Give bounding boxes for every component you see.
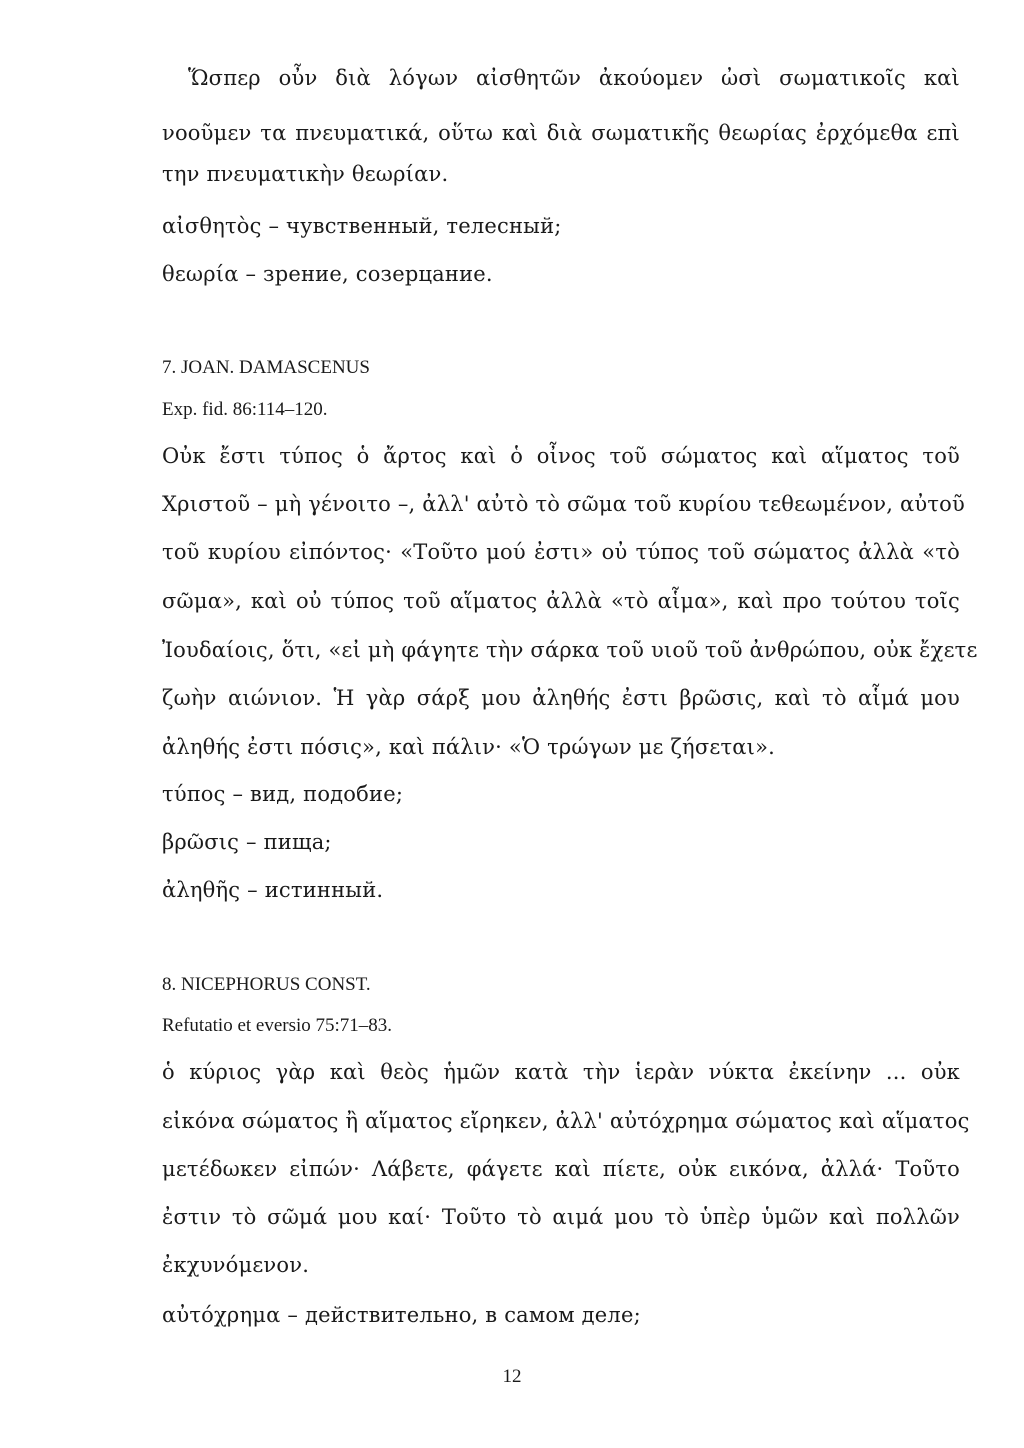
greek-text-line: Οὐκ ἔστι τύπος ὁ ἄρτος καὶ ὁ οἶνος τοῦ σώματος καὶ αἵματος τοῦ: [162, 444, 960, 468]
section-heading: 7. JOAN. DAMASCENUS: [162, 357, 370, 378]
greek-text-line: Ὥσπερ οὖν διὰ λόγων αἰσθητῶν ἀκούομεν ὠσὶ σωματικοῖς καὶ: [188, 66, 960, 90]
greek-text-line: εἰκόνα σώματος ἢ αἵματος εἴρηκεν, ἀλλ' αὐτόχρημα σώματος καὶ αἵματος: [162, 1109, 970, 1133]
glossary-entry: βρῶσις – пища;: [162, 830, 332, 854]
greek-text-line: ἀληθής ἐστι πόσις», καὶ πάλιν· «Ὁ τρώγων με ζήσεται».: [162, 735, 776, 759]
glossary-entry: αἰσθητὸς – чувственный, телесный;: [162, 214, 562, 238]
glossary-entry: θεωρία – зрение, созерцание.: [162, 262, 493, 286]
greek-text-line: ὁ κύριος γὰρ καὶ θεὸς ἡμῶν κατὰ τὴν ἱερὰν νύκτα ἐκείνην ... οὐκ: [162, 1060, 960, 1084]
section-heading: 8. NICEPHORUS CONST.: [162, 974, 371, 995]
greek-text-line: ἐστιν τὸ σῶμά μου καί· Τοῦτο τὸ αιμά μου τὸ ὑπὲρ ὑμῶν καὶ πολλῶν: [162, 1205, 960, 1229]
glossary-entry: αὐτόχρημα – действительно, в самом деле;: [162, 1303, 641, 1327]
greek-text-line: Χριστοῦ – μὴ γένοιτο –, ἀλλ' αὐτὸ τὸ σῶμα τοῦ κυρίου τεθεωμένον, αὐτοῦ: [162, 492, 965, 516]
greek-text-line: σῶμα», καὶ οὐ τύπος τοῦ αἵματος ἀλλὰ «τὸ αἷμα», καὶ προ τούτου τοῖς: [162, 589, 960, 613]
greek-text-line: την πνευματικὴν θεωρίαν.: [162, 162, 449, 186]
greek-text-line: μετέδωκεν εἰπών· Λάβετε, φάγετε καὶ πίετε, οὐκ εικόνα, ἀλλά· Τοῦτο: [162, 1157, 960, 1181]
greek-text-line: ζωὴν αιώνιον. Ἡ γὰρ σάρξ μου ἀληθής ἐστι βρῶσις, καὶ τὸ αἷμά μου: [162, 686, 960, 710]
glossary-entry: τύπος – вид, подобие;: [162, 782, 404, 806]
source-reference: Exp. fid. 86:114–120.: [162, 399, 328, 420]
glossary-entry: ἀληθῆς – истинный.: [162, 878, 384, 902]
greek-text-line: Ἰουδαίοις, ὅτι, «εἰ μὴ φάγητε τὴν σάρκα τοῦ υιοῦ τοῦ ἀνθρώπου, οὐκ ἔχετε: [162, 638, 978, 662]
source-reference: Refutatio et eversio 75:71–83.: [162, 1015, 393, 1036]
greek-text-line: τοῦ κυρίου εἰπόντος· «Τοῦτο μού ἐστι» οὐ τύπος τοῦ σώματος ἀλλὰ «τὸ: [162, 540, 960, 564]
greek-text-line: νοοῦμεν τα πνευματικά, οὕτω καὶ διὰ σωματικῆς θεωρίας ἐρχόμεθα επὶ: [162, 121, 960, 145]
page-number: 12: [502, 1366, 522, 1387]
greek-text-line: ἐκχυνόμενον.: [162, 1253, 310, 1277]
